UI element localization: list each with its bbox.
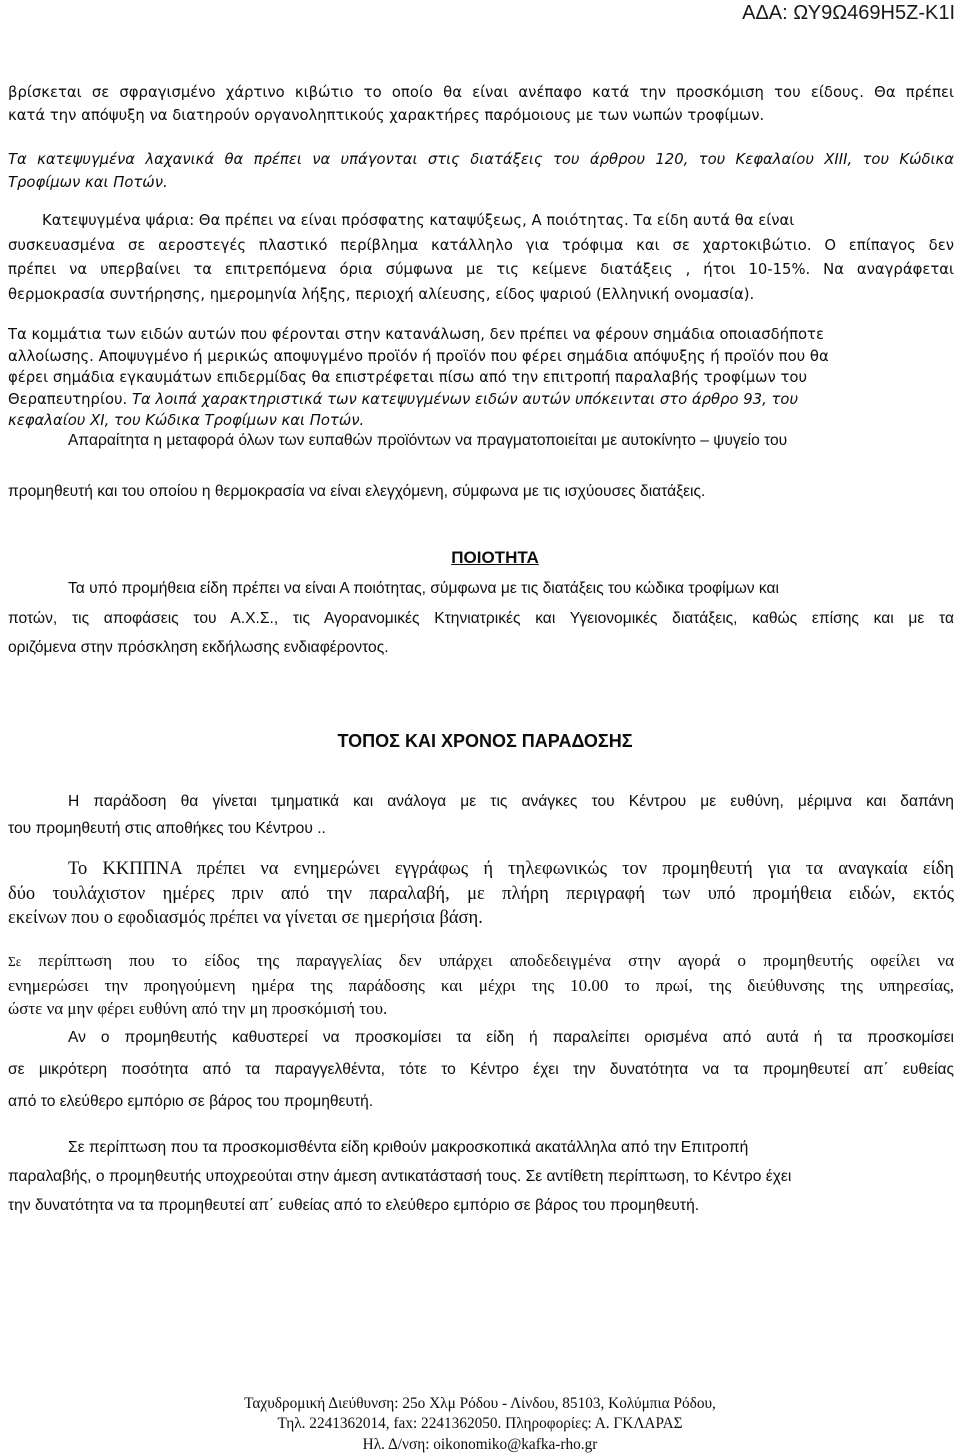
paragraph-line: προμηθευτή και του οποίου η θερμοκρασία να είναι ελεγχόμενη, σύμφωνα με τις ισχύουσες διατάξεις.	[8, 483, 706, 500]
paragraph-line: από το ελεύθερο εμπόριο σε βάρος του προμηθευτή.	[8, 1093, 374, 1110]
paragraph-line: φέρει σημάδια εγκαυμάτων επιδερμίδας θα επιστρέφεται πίσω από την επιτροπή παραλαβής τροφίμων του	[8, 369, 808, 386]
delay-paragraph	[8, 1022, 954, 1118]
paragraph-line: βρίσκεται σε σφραγισμένο χάρτινο κιβώτιο το οποίο θα είναι ανέπαφο κατά την προσκόμιση του είδους. Θα πρέπει	[8, 84, 954, 101]
paragraph-line: ποτών, τις αποφάσεις του Α.Χ.Σ., τις Αγορανομικές Κτηνιατρικές και Υγειονομικές διατάξεις, καθώς επίσης και με τα	[8, 609, 954, 627]
footer-address: Ταχυδρομική Διεύθυνση: 25ο Χλμ Ρόδου - Λίνδου, 85103, Κολύμπια Ρόδου,	[244, 1395, 716, 1412]
notification-paragraph	[8, 857, 954, 931]
paragraph-line: οριζόμενα στην πρόσκληση εκδήλωσης ενδιαφέροντος.	[8, 639, 389, 656]
paragraph-line: του προμηθευτή στις αποθήκες του Κέντρου ..	[8, 820, 326, 837]
paragraph-line: σε μικρότερη ποσότητα από τα παραγγελθέντα, τότε το Κέντρο έχει την δυνατότητα να τα προμηθευτεί απ΄ ευθείας	[8, 1061, 954, 1078]
page-footer	[0, 1394, 960, 1455]
ada-identifier: ΑΔΑ: ΩΥ9Ω469Η5Ζ-Κ1Ι	[742, 2, 955, 24]
paragraph-line: Κατεψυγμένα ψάρια: Θα πρέπει να είναι πρόσφατης καταψύξεως, Α ποιότητας. Τα είδη αυτά θα είναι	[42, 212, 795, 229]
paragraph-line: κατά την απόψυξη να διατηρούν οργανοληπτικούς χαρακτήρες παρόμοιους με των νωπών τροφίμων.	[8, 107, 765, 124]
paragraph-line: Τα υπό προμήθεια είδη πρέπει να είναι Α ποιότητας, σύμφωνα με τις διατάξεις του κώδικα τροφίμων και	[68, 580, 779, 597]
inline-text: Σε	[8, 954, 22, 969]
paragraph-line: ενημερώσει την προηγούμενη ημέρα της παράδοσης και μέχρι της 10.00 το πρωί, της διεύθυνσης της υπηρεσίας,	[8, 975, 954, 995]
inline-text: περίπτωση που το είδος της παραγγελίας δεν υπάρχει αποδεδειγμένα στην αγορά ο προμηθευτής οφείλει να	[38, 951, 955, 970]
delivery-schedule-paragraph	[8, 788, 954, 842]
paragraph-line: Το ΚΚΠΠΝΑ πρέπει να ενημερώνει εγγράφως ή τηλεφωνικώς τον προμηθευτή για τα αναγκαία είδη	[68, 859, 954, 879]
rejection-paragraph	[8, 1133, 954, 1220]
paragraph-line: δύο τουλάχιστον ημέρες πριν από την παραλαβή, με πλήρη περιγραφή των υπό προμήθεια ειδών, εκτός	[8, 883, 954, 904]
paragraph-line: θερμοκρασία συντήρησης, ημερομηνία λήξης, περιοχή αλίευσης, είδος ψαριού (Ελληνική ονομασία).	[8, 286, 755, 304]
frozen-vegetables-paragraph	[8, 148, 954, 194]
paragraph-line: Τα κατεψυγμένα λαχανικά θα πρέπει να υπάγονται στις διατάξεις του άρθρου 120, του Κεφαλαίου XIII, του Κώδικα	[8, 151, 954, 168]
packaging-paragraph	[8, 81, 954, 127]
paragraph-line: Σε περίπτωση που τα προσκομισθέντα είδη κριθούν μακροσκοπικά ακατάλληλα από την Επιτροπή	[68, 1139, 749, 1156]
paragraph-line	[8, 389, 954, 411]
paragraph-line: Τα κομμάτια των ειδών αυτών που φέρονται στην κατανάλωση, δεν πρέπει να φέρουν σημάδια οποιασδήποτε	[8, 326, 824, 343]
italic-reference-text: Τα λοιπά χαρακτηριστικά των κατεψυγμένων ειδών αυτών υπόκεινται στο άρθρο 93, του	[131, 390, 799, 408]
quality-heading: ΠΟΙΟΤΗΤΑ	[451, 548, 539, 567]
footer-contact: Τηλ. 2241362014, fax: 2241362050. Πληροφορίες: Α. ΓΚΛΑΡΑΣ	[277, 1415, 683, 1433]
paragraph-line: Απαραίτητα η μεταφορά όλων των ευπαθών προϊόντων να πραγματοποιείται με αυτοκίνητο – ψυγείο του	[68, 432, 788, 449]
paragraph-line: ώστε να μην φέρει ευθύνη από την μη προσκόμισή του.	[8, 999, 388, 1018]
paragraph-line: πρέπει να υπερβαίνει τα επιτρεπόμενα όρια σύμφωνα με τις κείμενε διατάξεις , ήτοι 10-15%. Να αναγράφεται	[8, 261, 954, 279]
paragraph-line: συσκευασμένα σε αεροστεγές πλαστικό περίβλημα κατάλληλο για τρόφιμα και σε χαρτοκιβώτιο. Ο επίπαγος δεν	[8, 236, 954, 254]
paragraph-line: αλλοίωσης. Αποψυγμένο ή μερικώς αποψυγμένο προϊόν ή προϊόν που φέρει σημάδια απόψυξης ή προϊόν που θα	[8, 347, 829, 365]
paragraph-line: Αν ο προμηθευτής καθυστερεί να προσκομίσει τα είδη ή παραλείπει ορισμένα από αυτά ή τα προσκομίσει	[68, 1029, 954, 1046]
paragraph-line: παραλαβής, ο προμηθευτής υποχρεούται στην άμεση αντικατάστασή τους. Σε αντίθετη περίπτωση, το Κέντρο έχει	[8, 1168, 792, 1185]
delivery-heading: ΤΟΠΟΣ ΚΑΙ ΧΡΟΝΟΣ ΠΑΡΑΔΟΣΗΣ	[337, 731, 633, 751]
paragraph-line: εκείνων που ο εφοδιασμός πρέπει να γίνεται σε ημερήσια βάση.	[8, 908, 483, 928]
paragraph-line	[8, 949, 954, 974]
paragraph-line: Η παράδοση θα γίνεται τμηματικά και ανάλογα με τις ανάγκες του Κέντρου με ευθύνη, μέριμνα και δαπάνη	[68, 793, 954, 810]
paragraph-line: Τροφίμων και Ποτών.	[8, 174, 168, 191]
paragraph-line: κεφαλαίου XI, του Κώδικα Τροφίμων και Ποτών.	[8, 412, 365, 429]
footer-email: Ηλ. Δ/νση: oikonomiko@kafka-rho.gr	[362, 1435, 598, 1453]
paragraph-line: την δυνατότητα να τα προμηθευτεί απ΄ ευθείας από το ελεύθερο εμπόριο σε βάρος του προμηθευτή.	[8, 1197, 700, 1214]
transport-paragraph	[8, 415, 954, 517]
inline-text: Θεραπευτηρίου.	[8, 390, 128, 408]
frozen-fish-paragraph	[8, 209, 954, 308]
quality-paragraph	[8, 574, 954, 663]
unavailable-item-paragraph	[8, 949, 954, 1021]
